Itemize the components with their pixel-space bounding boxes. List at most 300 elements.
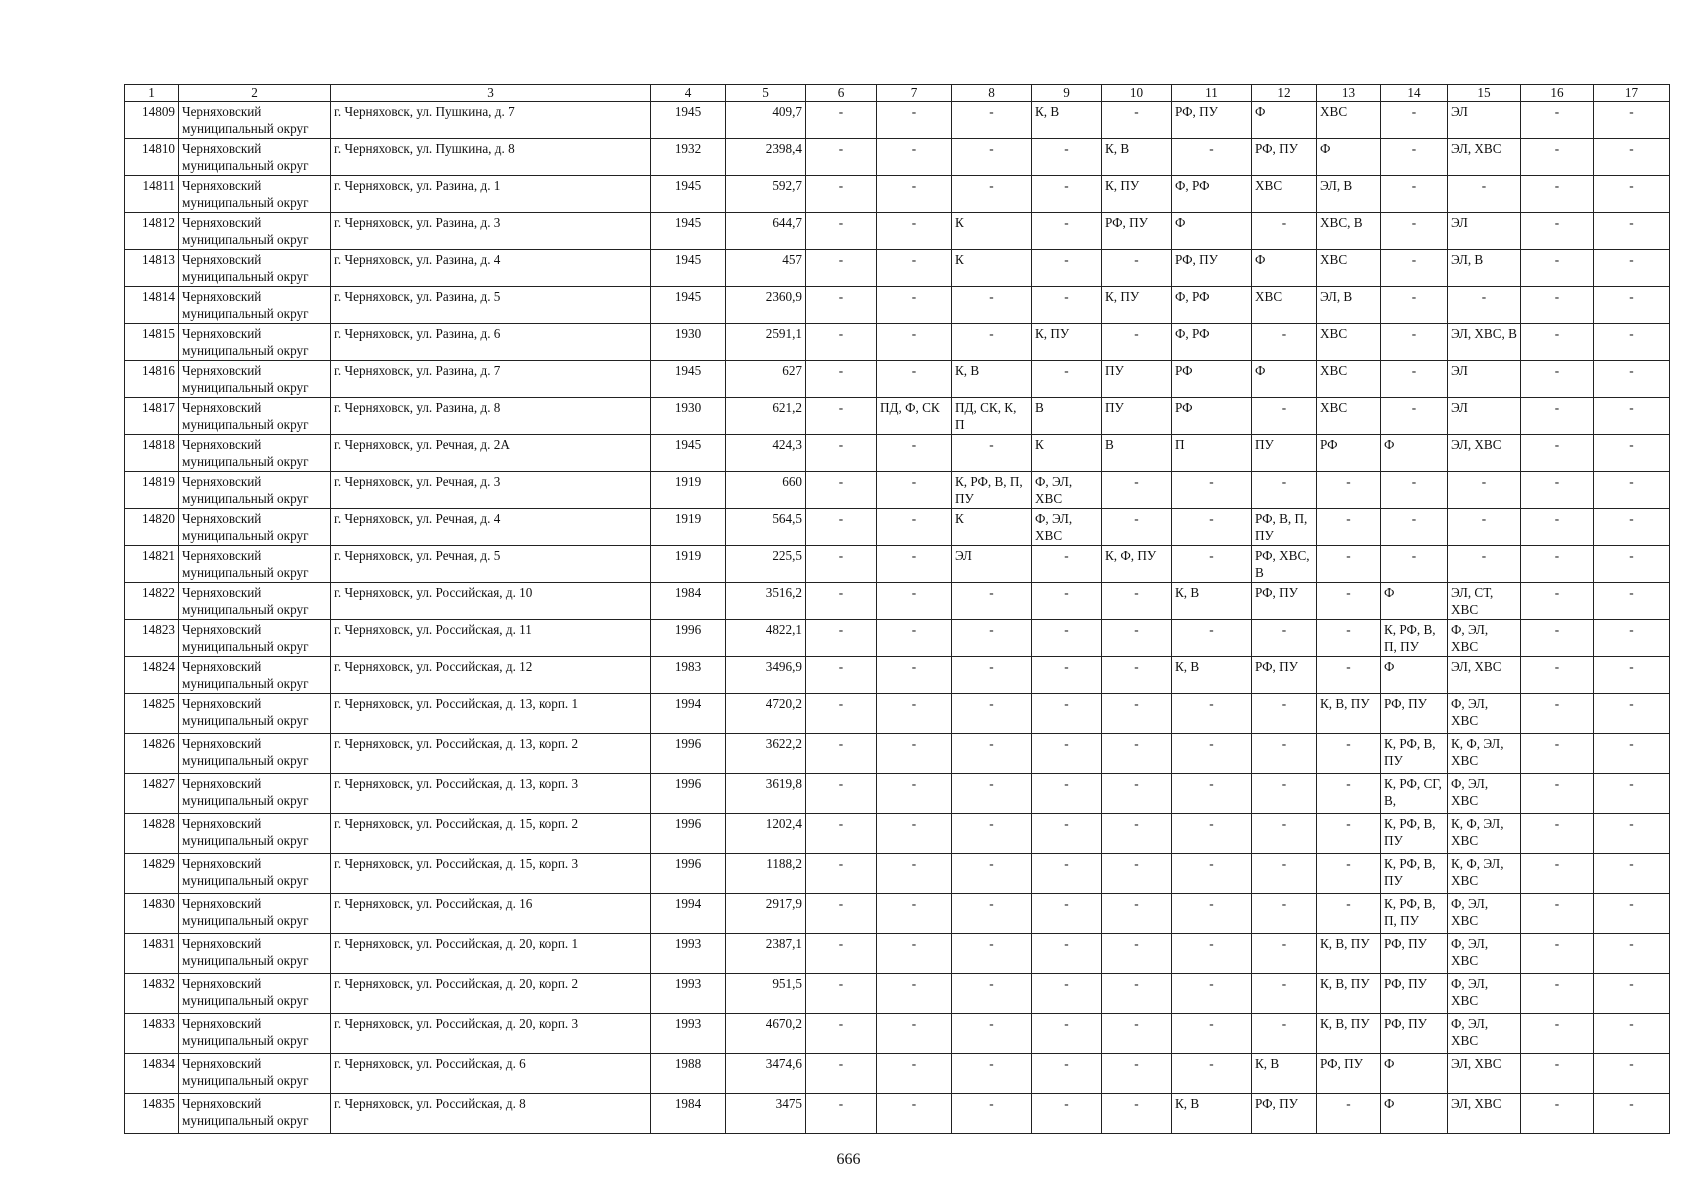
table-cell: - xyxy=(1448,472,1521,509)
table-cell: - xyxy=(877,1094,952,1134)
table-cell: г. Черняховск, ул. Российская, д. 13, корп. 1 xyxy=(331,694,651,734)
table-cell: - xyxy=(1252,894,1317,934)
table-cell: ЭЛ xyxy=(952,546,1032,583)
table-cell: Черняховский муниципальный округ xyxy=(179,1094,331,1134)
table-cell: ХВС xyxy=(1252,176,1317,213)
table-cell: ЭЛ, ХВС xyxy=(1448,139,1521,176)
table-cell: РФ, ПУ xyxy=(1252,657,1317,694)
table-cell: Черняховский муниципальный округ xyxy=(179,583,331,620)
table-cell: ПУ xyxy=(1102,398,1172,435)
table-cell: Ф xyxy=(1381,1054,1448,1094)
table-cell: - xyxy=(1252,854,1317,894)
table-cell: 621,2 xyxy=(726,398,806,435)
table-cell: ХВС xyxy=(1317,324,1381,361)
table-row xyxy=(125,361,1670,398)
table-cell: 1919 xyxy=(651,472,726,509)
page-number: 666 xyxy=(836,1151,861,1168)
table-cell: г. Черняховск, ул. Российская, д. 20, корп. 3 xyxy=(331,1014,651,1054)
table-cell: - xyxy=(806,176,877,213)
table-cell: 1994 xyxy=(651,894,726,934)
table-cell: РФ, ПУ xyxy=(1381,1014,1448,1054)
table-cell: Черняховский муниципальный округ xyxy=(179,509,331,546)
table-cell: - xyxy=(806,854,877,894)
table-cell: ЭЛ xyxy=(1448,213,1521,250)
table-cell: - xyxy=(1317,509,1381,546)
table-cell: Ф, ЭЛ, ХВС xyxy=(1032,472,1102,509)
table-cell: Черняховский муниципальный округ xyxy=(179,814,331,854)
table-cell: - xyxy=(1317,774,1381,814)
table-cell: Ф xyxy=(1317,139,1381,176)
table-cell: - xyxy=(1102,854,1172,894)
table-cell: - xyxy=(806,546,877,583)
table-cell: - xyxy=(1448,509,1521,546)
table-cell: К, РФ, В, ПУ xyxy=(1381,854,1448,894)
table-cell: - xyxy=(1521,324,1594,361)
table-cell: 14811 xyxy=(125,176,179,213)
table-cell: - xyxy=(952,176,1032,213)
table-cell: Ф, РФ xyxy=(1172,324,1252,361)
table-cell: - xyxy=(877,734,952,774)
column-header: 3 xyxy=(331,85,651,102)
table-cell: - xyxy=(1521,472,1594,509)
table-cell: Черняховский муниципальный округ xyxy=(179,620,331,657)
table-cell: г. Черняховск, ул. Российская, д. 6 xyxy=(331,1054,651,1094)
table-cell: - xyxy=(1032,1014,1102,1054)
table-cell: - xyxy=(1521,894,1594,934)
table-cell: РФ, ПУ xyxy=(1172,250,1252,287)
table-cell: - xyxy=(1252,934,1317,974)
table-cell: ХВС xyxy=(1317,250,1381,287)
table-cell: - xyxy=(1172,854,1252,894)
table-cell: 14828 xyxy=(125,814,179,854)
table-cell: П xyxy=(1172,435,1252,472)
table-cell: - xyxy=(1317,894,1381,934)
table-cell: 3516,2 xyxy=(726,583,806,620)
column-header: 15 xyxy=(1448,85,1521,102)
table-cell: г. Черняховск, ул. Российская, д. 13, корп. 2 xyxy=(331,734,651,774)
table-row xyxy=(125,176,1670,213)
table-cell: 14813 xyxy=(125,250,179,287)
table-cell: - xyxy=(1172,472,1252,509)
table-cell: - xyxy=(1032,934,1102,974)
table-row xyxy=(125,324,1670,361)
table-cell: г. Черняховск, ул. Речная, д. 5 xyxy=(331,546,651,583)
table-cell: ЭЛ, ХВС xyxy=(1448,1094,1521,1134)
table-cell: 14809 xyxy=(125,102,179,139)
table-cell: г. Черняховск, ул. Российская, д. 15, корп. 3 xyxy=(331,854,651,894)
table-cell: 1188,2 xyxy=(726,854,806,894)
table-cell: Ф, ЭЛ, ХВС xyxy=(1448,894,1521,934)
table-cell: 14834 xyxy=(125,1054,179,1094)
table-cell: - xyxy=(1317,734,1381,774)
table-body xyxy=(125,102,1670,1134)
table-cell: - xyxy=(1032,694,1102,734)
table-cell: 14824 xyxy=(125,657,179,694)
table-cell: К, В xyxy=(1252,1054,1317,1094)
table-cell: РФ, ПУ xyxy=(1381,974,1448,1014)
table-cell: К, В xyxy=(952,361,1032,398)
table-cell: - xyxy=(1102,694,1172,734)
table-cell: - xyxy=(952,287,1032,324)
table-row xyxy=(125,472,1670,509)
table-row xyxy=(125,583,1670,620)
table-cell: К xyxy=(952,509,1032,546)
column-header: 6 xyxy=(806,85,877,102)
table-cell: К, Ф, ПУ xyxy=(1102,546,1172,583)
table-cell: ПУ xyxy=(1252,435,1317,472)
table-cell: - xyxy=(1521,250,1594,287)
table-cell: г. Черняховск, ул. Разина, д. 5 xyxy=(331,287,651,324)
table-cell: Черняховский муниципальный округ xyxy=(179,176,331,213)
table-cell: К, В xyxy=(1032,102,1102,139)
table-cell: - xyxy=(1317,546,1381,583)
table-cell: г. Черняховск, ул. Пушкина, д. 8 xyxy=(331,139,651,176)
table-cell: - xyxy=(1594,854,1670,894)
table-cell: - xyxy=(1172,694,1252,734)
table-cell: - xyxy=(806,1014,877,1054)
table-row xyxy=(125,1014,1670,1054)
table-cell: - xyxy=(1172,814,1252,854)
table-cell: г. Черняховск, ул. Российская, д. 10 xyxy=(331,583,651,620)
column-header: 8 xyxy=(952,85,1032,102)
table-cell: Черняховский муниципальный округ xyxy=(179,213,331,250)
table-cell: РФ xyxy=(1172,398,1252,435)
table-cell: - xyxy=(952,583,1032,620)
header-row xyxy=(125,85,1670,102)
table-cell: Черняховский муниципальный округ xyxy=(179,1054,331,1094)
table-cell: - xyxy=(877,774,952,814)
table-cell: - xyxy=(1032,139,1102,176)
table-cell: - xyxy=(952,102,1032,139)
table-cell: 14835 xyxy=(125,1094,179,1134)
table-cell: К, ПУ xyxy=(1032,324,1102,361)
table-cell: РФ, ПУ xyxy=(1252,139,1317,176)
table-cell: - xyxy=(1317,620,1381,657)
table-cell: К, РФ, В, ПУ xyxy=(1381,734,1448,774)
table-cell: - xyxy=(877,814,952,854)
table-cell: ЭЛ, ХВС, В xyxy=(1448,324,1521,361)
table-cell: - xyxy=(877,324,952,361)
table-cell: - xyxy=(1381,361,1448,398)
table-cell: - xyxy=(1252,324,1317,361)
table-row xyxy=(125,620,1670,657)
table-cell: Черняховский муниципальный округ xyxy=(179,435,331,472)
table-cell: - xyxy=(877,472,952,509)
table-cell: - xyxy=(1448,546,1521,583)
table-cell: Черняховский муниципальный округ xyxy=(179,854,331,894)
table-cell: - xyxy=(1032,734,1102,774)
table-cell: 951,5 xyxy=(726,974,806,1014)
table-cell: - xyxy=(1594,398,1670,435)
table-cell: Ф, ЭЛ, ХВС xyxy=(1448,934,1521,974)
table-cell: - xyxy=(806,287,877,324)
table-cell: - xyxy=(806,934,877,974)
table-cell: 2917,9 xyxy=(726,894,806,934)
table-cell: - xyxy=(1521,139,1594,176)
table-cell: К, В, ПУ xyxy=(1317,974,1381,1014)
table-cell: РФ, ПУ xyxy=(1252,583,1317,620)
table-cell: В xyxy=(1102,435,1172,472)
table-cell: - xyxy=(1594,509,1670,546)
table-cell: 1919 xyxy=(651,546,726,583)
table-cell: г. Черняховск, ул. Разина, д. 7 xyxy=(331,361,651,398)
table-cell: Черняховский муниципальный округ xyxy=(179,324,331,361)
table-cell: - xyxy=(1032,1094,1102,1134)
table-cell: ХВС, В xyxy=(1317,213,1381,250)
table-cell: - xyxy=(1032,213,1102,250)
table-cell: 14833 xyxy=(125,1014,179,1054)
table-cell: 564,5 xyxy=(726,509,806,546)
table-cell: - xyxy=(806,509,877,546)
table-cell: - xyxy=(1521,657,1594,694)
table-cell: - xyxy=(952,734,1032,774)
table-cell: К xyxy=(952,250,1032,287)
table-cell: РФ, В, П, ПУ xyxy=(1252,509,1317,546)
table-cell: - xyxy=(806,1094,877,1134)
column-header: 17 xyxy=(1594,85,1670,102)
table-cell: - xyxy=(1102,734,1172,774)
table-cell: - xyxy=(1594,139,1670,176)
table-cell: - xyxy=(1521,694,1594,734)
table-cell: 3619,8 xyxy=(726,774,806,814)
table-cell: - xyxy=(806,398,877,435)
table-cell: - xyxy=(952,1014,1032,1054)
column-header: 13 xyxy=(1317,85,1381,102)
table-cell: - xyxy=(1521,854,1594,894)
table-cell: - xyxy=(1594,734,1670,774)
table-cell: 3475 xyxy=(726,1094,806,1134)
table-cell: 1919 xyxy=(651,509,726,546)
table-cell: - xyxy=(1594,774,1670,814)
table-cell: - xyxy=(806,324,877,361)
table-cell: ЭЛ, СТ, ХВС xyxy=(1448,583,1521,620)
table-cell: - xyxy=(1032,250,1102,287)
table-cell: Черняховский муниципальный округ xyxy=(179,287,331,324)
table-cell: - xyxy=(1521,287,1594,324)
table-cell: - xyxy=(1381,102,1448,139)
table-cell: 14823 xyxy=(125,620,179,657)
table-cell: - xyxy=(1102,974,1172,1014)
table-cell: - xyxy=(1594,361,1670,398)
table-cell: Ф, ЭЛ, ХВС xyxy=(1032,509,1102,546)
table-cell: ЭЛ, ХВС xyxy=(1448,1054,1521,1094)
table-cell: - xyxy=(952,1054,1032,1094)
table-cell: - xyxy=(1252,213,1317,250)
table-cell: - xyxy=(1594,694,1670,734)
table-cell: Черняховский муниципальный округ xyxy=(179,734,331,774)
table-cell: К, В, ПУ xyxy=(1317,1014,1381,1054)
table-cell: - xyxy=(1032,774,1102,814)
table-cell: 14827 xyxy=(125,774,179,814)
table-cell: - xyxy=(1381,139,1448,176)
table-cell: - xyxy=(1594,250,1670,287)
table-cell: - xyxy=(1032,583,1102,620)
table-cell: г. Черняховск, ул. Разина, д. 4 xyxy=(331,250,651,287)
table-cell: - xyxy=(1102,472,1172,509)
table-cell: К, В, ПУ xyxy=(1317,694,1381,734)
table-cell: - xyxy=(877,435,952,472)
table-cell: - xyxy=(806,814,877,854)
table-cell: г. Черняховск, ул. Пушкина, д. 7 xyxy=(331,102,651,139)
table-cell: - xyxy=(952,620,1032,657)
registry-table xyxy=(124,84,1670,1134)
table-row xyxy=(125,694,1670,734)
table-cell: - xyxy=(1102,324,1172,361)
table-cell: - xyxy=(952,814,1032,854)
table-cell: 2387,1 xyxy=(726,934,806,974)
column-header: 16 xyxy=(1521,85,1594,102)
table-cell: - xyxy=(1032,287,1102,324)
table-cell: ХВС xyxy=(1317,398,1381,435)
table-cell: - xyxy=(877,139,952,176)
table-cell: - xyxy=(1521,361,1594,398)
table-cell: - xyxy=(806,250,877,287)
table-cell: 14831 xyxy=(125,934,179,974)
table-cell: - xyxy=(1381,324,1448,361)
table-cell: - xyxy=(1102,657,1172,694)
table-cell: - xyxy=(806,435,877,472)
table-cell: 1930 xyxy=(651,324,726,361)
table-cell: - xyxy=(1032,361,1102,398)
table-cell: - xyxy=(1521,213,1594,250)
table-cell: 1202,4 xyxy=(726,814,806,854)
table-cell: ПУ xyxy=(1102,361,1172,398)
table-cell: Ф xyxy=(1381,657,1448,694)
table-cell: - xyxy=(1381,287,1448,324)
table-cell: - xyxy=(1317,1094,1381,1134)
table-row xyxy=(125,934,1670,974)
table-cell: ЭЛ xyxy=(1448,361,1521,398)
table-cell: - xyxy=(1252,694,1317,734)
table-cell: - xyxy=(952,894,1032,934)
table-cell: - xyxy=(1317,814,1381,854)
table-cell: Черняховский муниципальный округ xyxy=(179,139,331,176)
table-cell: Черняховский муниципальный округ xyxy=(179,361,331,398)
table-cell: - xyxy=(952,657,1032,694)
table-cell: - xyxy=(952,974,1032,1014)
table-cell: Ф xyxy=(1381,1094,1448,1134)
table-cell: г. Черняховск, ул. Речная, д. 3 xyxy=(331,472,651,509)
table-cell: 14810 xyxy=(125,139,179,176)
table-cell: 14821 xyxy=(125,546,179,583)
table-cell: - xyxy=(1172,974,1252,1014)
table-cell: - xyxy=(1032,1054,1102,1094)
table-cell: 1996 xyxy=(651,734,726,774)
column-header: 12 xyxy=(1252,85,1317,102)
table-cell: - xyxy=(1172,894,1252,934)
table-cell: - xyxy=(1381,509,1448,546)
table-cell: - xyxy=(1172,1054,1252,1094)
table-cell: Ф xyxy=(1252,102,1317,139)
table-cell: - xyxy=(1521,1054,1594,1094)
table-cell: 14822 xyxy=(125,583,179,620)
table-cell: 14820 xyxy=(125,509,179,546)
table-cell: - xyxy=(1448,287,1521,324)
table-cell: ЭЛ, ХВС xyxy=(1448,435,1521,472)
table-cell: - xyxy=(952,435,1032,472)
table-cell: Ф xyxy=(1381,583,1448,620)
table-cell: - xyxy=(1594,583,1670,620)
table-cell: г. Черняховск, ул. Российская, д. 11 xyxy=(331,620,651,657)
column-header: 4 xyxy=(651,85,726,102)
table-cell: - xyxy=(806,213,877,250)
table-cell: - xyxy=(877,694,952,734)
table-cell: Ф, ЭЛ, ХВС xyxy=(1448,694,1521,734)
table-cell: - xyxy=(1102,583,1172,620)
table-cell: Черняховский муниципальный округ xyxy=(179,894,331,934)
table-row xyxy=(125,774,1670,814)
column-header: 1 xyxy=(125,85,179,102)
table-cell: 3622,2 xyxy=(726,734,806,774)
table-cell: г. Черняховск, ул. Разина, д. 6 xyxy=(331,324,651,361)
table-cell: РФ, ПУ xyxy=(1172,102,1252,139)
table-cell: 1930 xyxy=(651,398,726,435)
table-cell: г. Черняховск, ул. Разина, д. 1 xyxy=(331,176,651,213)
table-cell: 14826 xyxy=(125,734,179,774)
table-row xyxy=(125,250,1670,287)
table-cell: 1996 xyxy=(651,814,726,854)
table-cell: - xyxy=(1594,1014,1670,1054)
table-cell: Ф, ЭЛ, ХВС xyxy=(1448,774,1521,814)
table-cell: Ф xyxy=(1252,250,1317,287)
table-cell: Черняховский муниципальный округ xyxy=(179,250,331,287)
table-cell: - xyxy=(806,583,877,620)
table-cell: - xyxy=(806,894,877,934)
table-cell: - xyxy=(877,854,952,894)
table-cell: Ф, РФ xyxy=(1172,287,1252,324)
table-cell: ХВС xyxy=(1317,361,1381,398)
table-cell: г. Черняховск, ул. Российская, д. 15, корп. 2 xyxy=(331,814,651,854)
table-cell: - xyxy=(806,472,877,509)
table-cell: - xyxy=(1381,176,1448,213)
table-cell: 1945 xyxy=(651,102,726,139)
table-cell: 14812 xyxy=(125,213,179,250)
table-cell: - xyxy=(1521,734,1594,774)
table-cell: - xyxy=(1594,102,1670,139)
table-cell: - xyxy=(1521,974,1594,1014)
table-cell: - xyxy=(1252,398,1317,435)
table-cell: Черняховский муниципальный округ xyxy=(179,974,331,1014)
table-cell: - xyxy=(1317,657,1381,694)
table-cell: 225,5 xyxy=(726,546,806,583)
table-cell: К, Ф, ЭЛ, ХВС xyxy=(1448,854,1521,894)
table-cell: - xyxy=(952,139,1032,176)
table-cell: - xyxy=(952,854,1032,894)
table-cell: 1988 xyxy=(651,1054,726,1094)
table-cell: - xyxy=(1032,974,1102,1014)
table-cell: - xyxy=(1594,213,1670,250)
table-cell: - xyxy=(877,583,952,620)
table-cell: К, Ф, ЭЛ, ХВС xyxy=(1448,814,1521,854)
table-cell: г. Черняховск, ул. Российская, д. 8 xyxy=(331,1094,651,1134)
table-cell: г. Черняховск, ул. Российская, д. 20, корп. 2 xyxy=(331,974,651,1014)
table-cell: - xyxy=(806,361,877,398)
table-cell: Ф xyxy=(1381,435,1448,472)
table-cell: - xyxy=(1594,1054,1670,1094)
table-cell: - xyxy=(1102,620,1172,657)
table-cell: - xyxy=(1594,546,1670,583)
table-cell: - xyxy=(1032,894,1102,934)
table-cell: - xyxy=(1521,620,1594,657)
table-cell: - xyxy=(1381,546,1448,583)
table-cell: 457 xyxy=(726,250,806,287)
table-cell: - xyxy=(1594,324,1670,361)
table-cell: - xyxy=(1317,583,1381,620)
table-cell: Ф, ЭЛ, ХВС xyxy=(1448,1014,1521,1054)
table-cell: 14818 xyxy=(125,435,179,472)
table-cell: К, РФ, В, П, ПУ xyxy=(952,472,1032,509)
table-cell: Черняховский муниципальный округ xyxy=(179,694,331,734)
